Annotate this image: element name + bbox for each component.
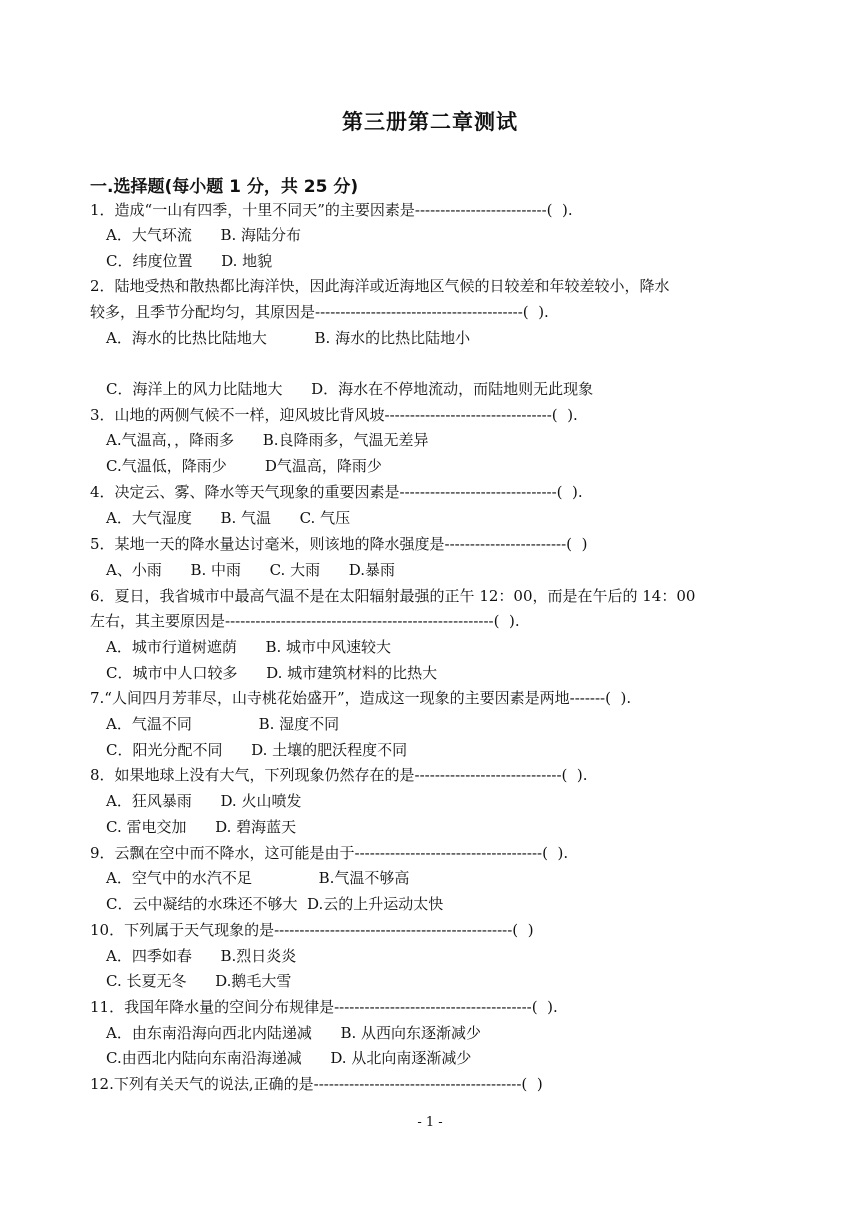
question-8: 8．如果地球上没有大气，下列现象仍然存在的是-----------------------------( ). bbox=[90, 766, 588, 784]
question-4-options: A．大气湿度 B. 气温 C. 气压 bbox=[106, 509, 351, 527]
question-3: 3．山地的两侧气候不一样，迎风坡比背风坡---------------------------------( ). bbox=[90, 406, 578, 424]
question-3-options-c-d: C.气温低，降雨少 D气温高，降雨少 bbox=[106, 457, 382, 475]
question-4: 4．决定云、雾、降水等天气现象的重要因素是-------------------------------( ). bbox=[90, 483, 583, 501]
question-9-options-c-d: C．云中凝结的水珠还不够大 D.云的上升运动太快 bbox=[106, 895, 444, 913]
question-11-options-c-d: C.由西北内陆向东南沿海递减 D. 从北向南逐渐减少 bbox=[106, 1049, 472, 1067]
question-2-line-2: 较多，且季节分配均匀，其原因是-----------------------------------------( ). bbox=[90, 303, 549, 321]
question-12: 12.下列有关天气的说法,正确的是-----------------------------------------( ) bbox=[90, 1075, 543, 1093]
page-number: - 1 - bbox=[417, 1115, 443, 1130]
document-title: 第三册第二章测试 bbox=[342, 110, 518, 134]
question-10: 10．下列属于天气现象的是-----------------------------------------------( ) bbox=[90, 921, 534, 939]
question-8-options-a-b: A．狂风暴雨 D. 火山喷发 bbox=[106, 792, 302, 810]
question-9: 9．云飘在空中而不降水，这可能是由于-------------------------------------( ). bbox=[90, 844, 569, 862]
question-10-options-c-d: C. 长夏无冬 D.鹅毛大雪 bbox=[106, 972, 292, 990]
question-7-options-c-d: C．阳光分配不同 D. 土壤的肥沃程度不同 bbox=[106, 741, 408, 759]
question-5: 5．某地一天的降水量达讨毫米，则该地的降水强度是------------------------( ) bbox=[90, 535, 588, 553]
question-6-line-1: 6．夏日，我省城市中最高气温不是在太阳辐射最强的正午 12：00，而是在午后的 14：00 bbox=[90, 587, 696, 605]
question-1-options-a-b: A．大气环流 B. 海陆分布 bbox=[106, 226, 302, 244]
question-11-options-a-b: A．由东南沿海向西北内陆递减 B. 从西向东逐渐减少 bbox=[106, 1024, 482, 1042]
question-7-options-a-b: A．气温不同 B. 湿度不同 bbox=[106, 715, 340, 733]
section-heading: 一.选择题(每小题 1 分，共 25 分) bbox=[90, 177, 359, 197]
question-6-options-c-d: C．城市中人口较多 D. 城市建筑材料的比热大 bbox=[106, 664, 438, 682]
question-6-line-2: 左右，其主要原因是-----------------------------------------------------( ). bbox=[90, 612, 520, 630]
question-9-options-a-b: A．空气中的水汽不足 B.气温不够高 bbox=[106, 869, 410, 887]
question-6-options-a-b: A．城市行道树遮荫 B. 城市中风速较大 bbox=[106, 638, 392, 656]
question-10-options-a-b: A．四季如春 B.烈日炎炎 bbox=[106, 947, 297, 965]
question-11: 11．我国年降水量的空间分布规律是---------------------------------------( ). bbox=[90, 998, 558, 1016]
question-1: 1．造成“一山有四季，十里不同天”的主要因素是--------------------------( ). bbox=[90, 201, 573, 219]
question-7: 7.“人间四月芳菲尽，山寺桃花始盛开”，造成这一现象的主要因素是两地-------( ). bbox=[90, 689, 632, 707]
question-1-options-c-d: C．纬度位置 D. 地貌 bbox=[106, 252, 273, 270]
question-2-line-1: 2．陆地受热和散热都比海洋快，因此海洋或近海地区气候的日较差和年较差较小，降水 bbox=[90, 277, 670, 295]
question-2-options-a-b: A．海水的比热比陆地大 B. 海水的比热比陆地小 bbox=[106, 329, 471, 347]
question-3-options-a-b: A.气温高，，降雨多 B.良降雨多，气温无差异 bbox=[106, 431, 429, 449]
question-5-options: A、小雨 B. 中雨 C. 大雨 D.暴雨 bbox=[106, 561, 395, 579]
question-8-options-c-d: C. 雷电交加 D. 碧海蓝天 bbox=[106, 818, 297, 836]
question-2-options-c-d: C．海洋上的风力比陆地大 D．海水在不停地流动，而陆地则无此现象 bbox=[106, 380, 594, 398]
